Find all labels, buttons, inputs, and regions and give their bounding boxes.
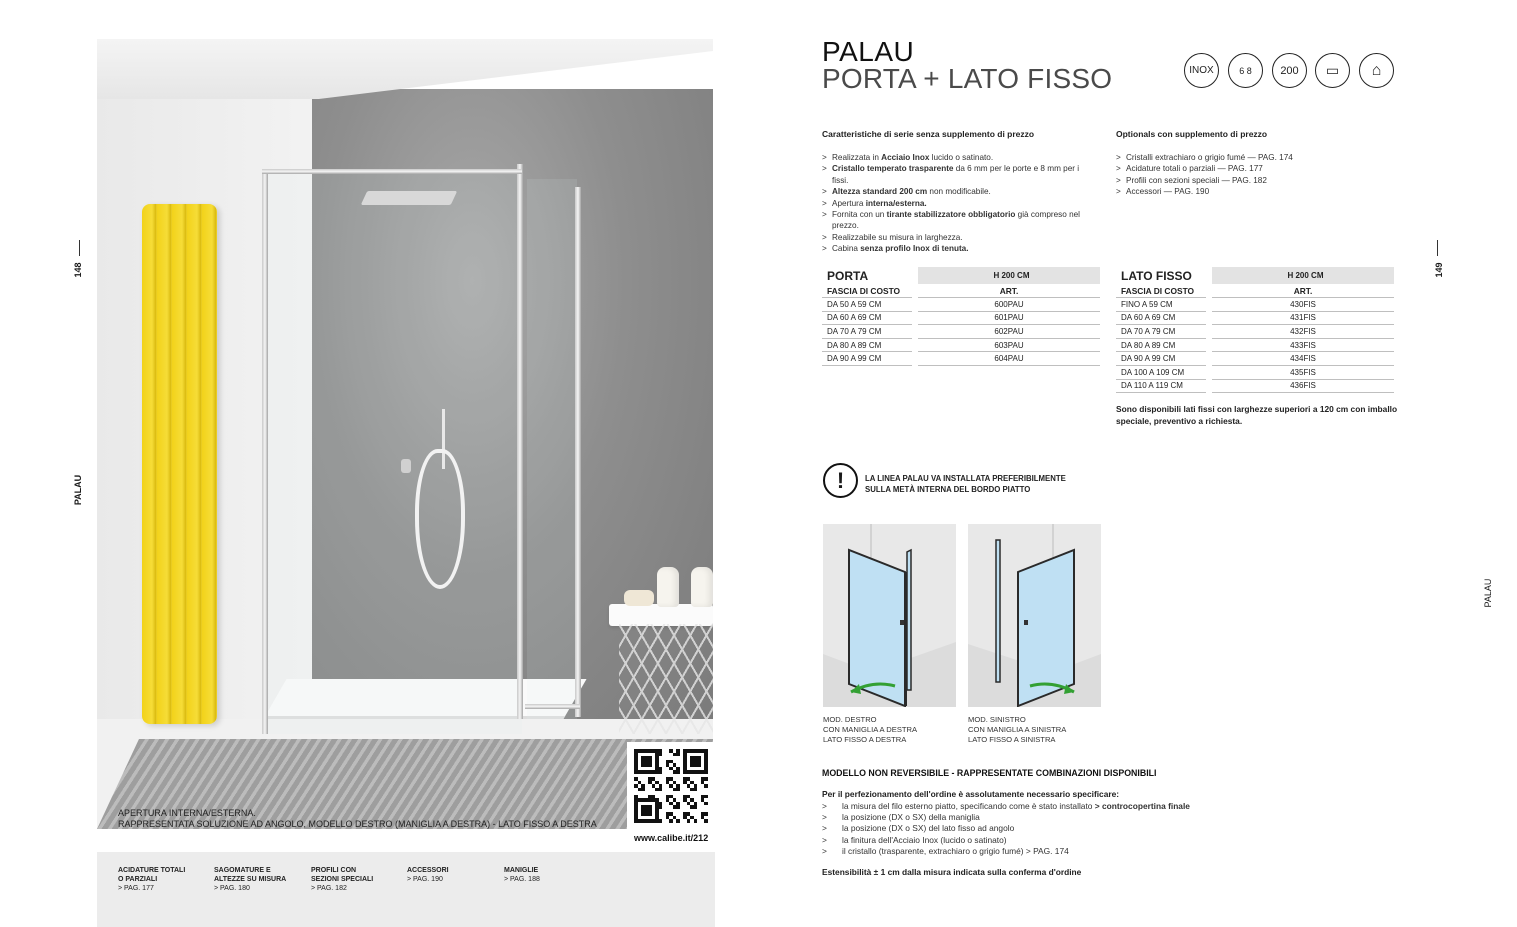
features-heading: Caratteristiche di serie senza supplemento di prezzo	[822, 129, 1035, 139]
photo-shower-hose	[415, 449, 465, 589]
photo-shower-valve	[401, 459, 411, 473]
list-item: > Fornita con un tirante stabilizzatore obbligatorio già compreso nel prezzo.	[822, 209, 1097, 232]
photo-frame-left	[262, 174, 268, 734]
fisso-price-table	[1116, 267, 1394, 393]
table-row: DA 70 A 79 CM 432FIS	[1116, 325, 1394, 339]
qr-url-link[interactable]: www.calibe.it/212	[634, 833, 709, 843]
table-row: DA 80 A 89 CM 433FIS	[1116, 338, 1394, 352]
info-col-accessori	[407, 866, 449, 884]
info-col-title: SAGOMATURE E	[214, 867, 271, 874]
info-col-page: > PAG. 190	[407, 876, 443, 883]
info-col-title: ACCESSORI	[407, 867, 449, 874]
warning-icon: !	[823, 463, 858, 498]
qr-module	[704, 819, 708, 823]
table-row: DA 50 A 59 CM 600PAU	[822, 298, 1100, 312]
product-photo	[97, 39, 713, 829]
fisso-col-range: FASCIA DI COSTO	[1116, 284, 1206, 298]
warning-line1: LA LINEA PALAU VA INSTALLATA PREFERIBILMENTE	[865, 474, 1066, 483]
side-label-left: PALAU	[73, 474, 83, 506]
info-col-profili	[311, 866, 373, 893]
table-row: DA 100 A 109 CM 435FIS	[1116, 366, 1394, 380]
list-item: > la misura del filo esterno piatto, specificando come è stato installato > controcopertina finale	[822, 801, 1190, 812]
diagram-left-model	[968, 524, 1101, 707]
glass-thickness-icon: 6 8	[1228, 53, 1263, 88]
warning-line2: SULLA METÀ INTERNA DEL BORDO PIATTO	[865, 485, 1031, 494]
photo-stabilizer-bar	[262, 169, 522, 174]
info-col-title: MANIGLIE	[504, 867, 539, 874]
list-item: > Realizzabile su misura in larghezza.	[822, 232, 1097, 243]
page-number-right: 149	[1434, 262, 1444, 278]
page-number-rule-left	[79, 240, 80, 256]
diagram-left-caption	[968, 715, 1066, 744]
info-col-acidature	[118, 866, 185, 893]
extensibility-note: Estensibilità ± 1 cm dalla misura indicata sulla conferma d'ordine	[822, 867, 1082, 877]
porta-col-range: FASCIA DI COSTO	[822, 284, 912, 298]
list-item: > Altezza standard 200 cm non modificabile.	[822, 186, 1097, 197]
measure-icon: ▭	[1315, 53, 1350, 88]
table-row: DA 60 A 69 CM 601PAU	[822, 311, 1100, 325]
page-number-left: 148	[73, 262, 83, 278]
product-title: PALAU	[822, 36, 915, 67]
diagram-right-caption	[823, 715, 917, 744]
photo-caption-line2: RAPPRESENTATA SOLUZIONE AD ANGOLO, MODELLO DESTRO (MANIGLIA A DESTRA) - LATO FISSO A DESTRA	[118, 819, 597, 829]
qr-code[interactable]	[627, 742, 715, 830]
caption-line: LATO FISSO A DESTRA	[823, 734, 907, 744]
fisso-height-header: H 200 CM	[1212, 267, 1394, 284]
diagram-right-model	[823, 524, 956, 707]
list-item: > Cristalli extrachiaro o grigio fumé — PAG. 174	[1116, 152, 1396, 163]
info-col-title-2: SEZIONI SPECIALI	[311, 876, 374, 883]
info-col-page: > PAG. 188	[504, 876, 540, 883]
list-item: > Acidature totali o parziali — PAG. 177	[1116, 163, 1396, 174]
photo-frame-right	[575, 187, 581, 717]
porta-table-title: PORTA	[827, 268, 869, 283]
diagram-left-drawing	[968, 524, 1101, 707]
product-subtitle: PORTA + LATO FISSO	[822, 63, 1113, 94]
photo-bottle-1	[657, 567, 679, 607]
qr-code-pattern	[634, 749, 708, 823]
table-row: DA 90 A 99 CM 434FIS	[1116, 352, 1394, 366]
warning-text	[865, 473, 1125, 495]
table-row: DA 70 A 79 CM 602PAU	[822, 325, 1100, 339]
list-item: > il cristallo (trasparente, extrachiaro o grigio fumé) > PAG. 174	[822, 846, 1190, 857]
list-item: > Profili con sezioni speciali — PAG. 182	[1116, 175, 1396, 186]
photo-towel	[624, 590, 654, 606]
photo-shower-head	[361, 191, 458, 205]
photo-frame-middle	[517, 164, 523, 719]
info-col-maniglie	[504, 866, 540, 884]
fisso-table-title: LATO FISSO	[1121, 268, 1192, 283]
caption-line: CON MANIGLIA A SINISTRA	[968, 724, 1067, 734]
photo-side-table	[609, 604, 713, 626]
inox-icon: INOX	[1184, 53, 1219, 88]
caption-line: MOD. SINISTRO	[968, 715, 1026, 724]
table-row: DA 80 A 89 CM 603PAU	[822, 338, 1100, 352]
order-list	[822, 801, 1190, 857]
list-item: > Cabina senza profilo Inox di tenuta.	[822, 243, 1097, 254]
info-col-title-2: O PARZIALI	[118, 876, 158, 883]
caption-line: LATO FISSO A SINISTRA	[968, 734, 1056, 744]
info-col-page: > PAG. 177	[118, 885, 154, 892]
photo-glass-fixed-side	[527, 179, 577, 719]
optionals-heading: Optionals con supplemento di prezzo	[1116, 129, 1268, 139]
installation-icon: ⌂	[1359, 53, 1394, 88]
photo-caption-line1: APERTURA INTERNA/ESTERNA.	[118, 808, 256, 818]
list-item: > la posizione (DX o SX) della maniglia	[822, 812, 1190, 823]
optionals-list	[1116, 152, 1396, 198]
table-row: DA 60 A 69 CM 431FIS	[1116, 311, 1394, 325]
photo-table-legs	[619, 624, 713, 734]
fisso-col-art: ART.	[1212, 284, 1394, 298]
list-item: > la posizione (DX o SX) del lato fisso ad angolo	[822, 823, 1190, 834]
page-number-rule-right	[1437, 240, 1438, 256]
table-row: DA 110 A 119 CM 436FIS	[1116, 379, 1394, 393]
info-col-page: > PAG. 182	[311, 885, 347, 892]
list-item: > Cristallo temperato trasparente da 6 mm per le porte e 8 mm per i fissi.	[822, 163, 1097, 186]
info-col-sagomature	[214, 866, 286, 893]
list-item: > Apertura interna/esterna.	[822, 198, 1097, 209]
photo-glass-door	[267, 174, 522, 734]
list-item: > Realizzata in Acciaio Inox lucido o satinato.	[822, 152, 1097, 163]
list-item: > la finitura dell'Acciaio Inox (lucido o satinato)	[822, 835, 1190, 846]
porta-price-table	[822, 267, 1100, 366]
list-item: > Accessori — PAG. 190	[1116, 186, 1396, 197]
diagram-right-drawing	[823, 524, 956, 707]
table-row: DA 90 A 99 CM 604PAU	[822, 352, 1100, 366]
features-list	[822, 152, 1097, 255]
porta-col-art: ART.	[918, 284, 1100, 298]
order-heading: Per il perfezionamento dell'ordine è assolutamente necessario specificare:	[822, 789, 1120, 799]
photo-yellow-radiator	[142, 204, 217, 724]
info-band	[97, 852, 715, 927]
photo-bottle-2	[691, 567, 713, 607]
info-col-title: ACIDATURE TOTALI	[118, 867, 186, 874]
height-icon: 200	[1272, 53, 1307, 88]
info-col-page: > PAG. 180	[214, 885, 250, 892]
info-col-title-2: ALTEZZE SU MISURA	[214, 876, 287, 883]
photo-caption	[118, 808, 597, 830]
info-col-title: PROFILI CON	[311, 867, 357, 874]
caption-line: MOD. DESTRO	[823, 715, 877, 724]
photo-frame-bottom	[525, 704, 580, 709]
porta-height-header: H 200 CM	[918, 267, 1100, 284]
fisso-note: Sono disponibili lati fissi con larghezze superiori a 120 cm con imballo speciale, preventivo a richiesta.	[1116, 404, 1398, 426]
side-label-right: PALAU	[1483, 578, 1493, 608]
non-reversible-note: MODELLO NON REVERSIBILE - RAPPRESENTATE COMBINAZIONI DISPONIBILI	[822, 768, 1157, 778]
table-row: FINO A 59 CM 430FIS	[1116, 298, 1394, 312]
caption-line: CON MANIGLIA A DESTRA	[823, 724, 918, 734]
